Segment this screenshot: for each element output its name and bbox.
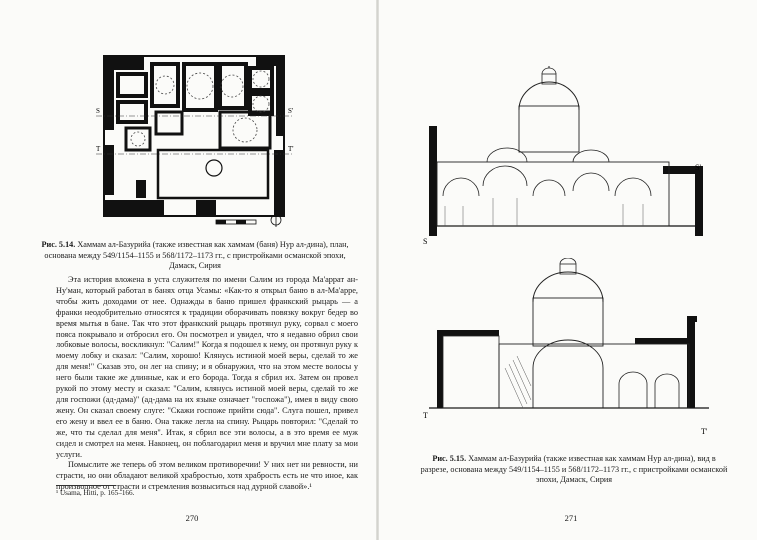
section-label-t: T (423, 411, 428, 420)
plan-label-s-prime: S' (288, 107, 294, 115)
paragraph: Помыслите же теперь об этом великом противоречии! У них нет ни ревности, ни страсти, но они обладают великой храбростью, хотя храбрость есть не что иное, как производное от страсти и стремления возвыситься над дурной славой».¹ (56, 460, 358, 492)
plan-label-t-prime: T' (288, 145, 294, 153)
figure-caption-text: Хаммам ал-Базурийа (также известная как хаммам Нур ал-дина), вид в разрезе, основана между 549/1154–1155 и 568/1172–1173 гг., с пристройками османской эпохи, Дамаск, Сирия (420, 454, 728, 484)
footnote-divider (56, 485, 116, 486)
footnote: ¹ Usama, Hitti, p. 165–166. (56, 489, 135, 497)
plan-label-s: S (96, 107, 100, 115)
figure-caption-text: Хаммам ал-Базурийа (также известная как хаммам (баня) Нур ал-дина), план, основана между 549/1154–1155 и 568/1172–1173 гг., с пристройками османской эпохи, Дамаск, Сирия (44, 240, 349, 270)
section-label-s-prime: S' (695, 163, 701, 172)
section-drawing-s (423, 66, 723, 248)
section-drawing-t (423, 258, 723, 440)
plan-label-t: T (96, 145, 101, 153)
right-page (379, 0, 757, 540)
section-label-s: S (423, 237, 428, 246)
body-text (56, 275, 358, 493)
figure-number: Рис. 5.14. (41, 240, 76, 249)
figure-caption-5-15 (419, 454, 729, 486)
left-page (0, 0, 376, 540)
paragraph: Эта история вложена в уста служителя по имени Салим из города Ма'аррат ан-Ну'ман, который работал в банях отца Усамы: «Как-то я открыл баню в ал-Ма'арре, чтобы жить доходами от нее. Однажды в баню пришел франкский рыцарь — а франки неодобрительно относятся к традиции оборачивать повязку вокруг бедер во время мытья в бане. Так что этот франкский рыцарь протянул руку, сорвал с моего пояса покрывало и отбросил его. Он посмотрел и увидел, что я недавно обрил свои лобковые волосы, воскликнул: "Салим!" Когда я подошел к нему, он протянул руку к моему лобку и сказал: "Салим, хорошо! Клянусь истиной моей веры, сделай то же для меня!" Сказав это, он лег на спину; и я обнаружил, что на этом месте волосы у него были такие же длинные, как и его борода. Тогда я сбрил их. Затем он провел рукой по этому месту и сказал: "Салим, клянусь истиной моей веры, сделай то же для госпожи (ад-дама)" (ад-дама на их языке означает "госпожа"), имея в виду свою жену. Он сказал своему слуге: "Скажи госпоже прийти сюда". Слуга пошел, привел его жену и ввел ее в баню. Она также легла на спину. Рыцарь повторил: "Сделай то же, что ты сделал для меня". Итак, я сбрил все эти волосы, а в это время ее муж сидел и смотрел на меня. Наконец, он поблагодарил меня и вручил мне плату за мои услуги. (56, 275, 358, 459)
bathhouse-floor-plan (96, 50, 306, 230)
figure-number: Рис. 5.15. (432, 454, 467, 463)
figure-caption-5-14 (40, 240, 350, 272)
page-number-right: 271 (564, 513, 578, 523)
section-label-t-prime: T' (701, 427, 708, 436)
page-number-left: 270 (185, 513, 199, 523)
